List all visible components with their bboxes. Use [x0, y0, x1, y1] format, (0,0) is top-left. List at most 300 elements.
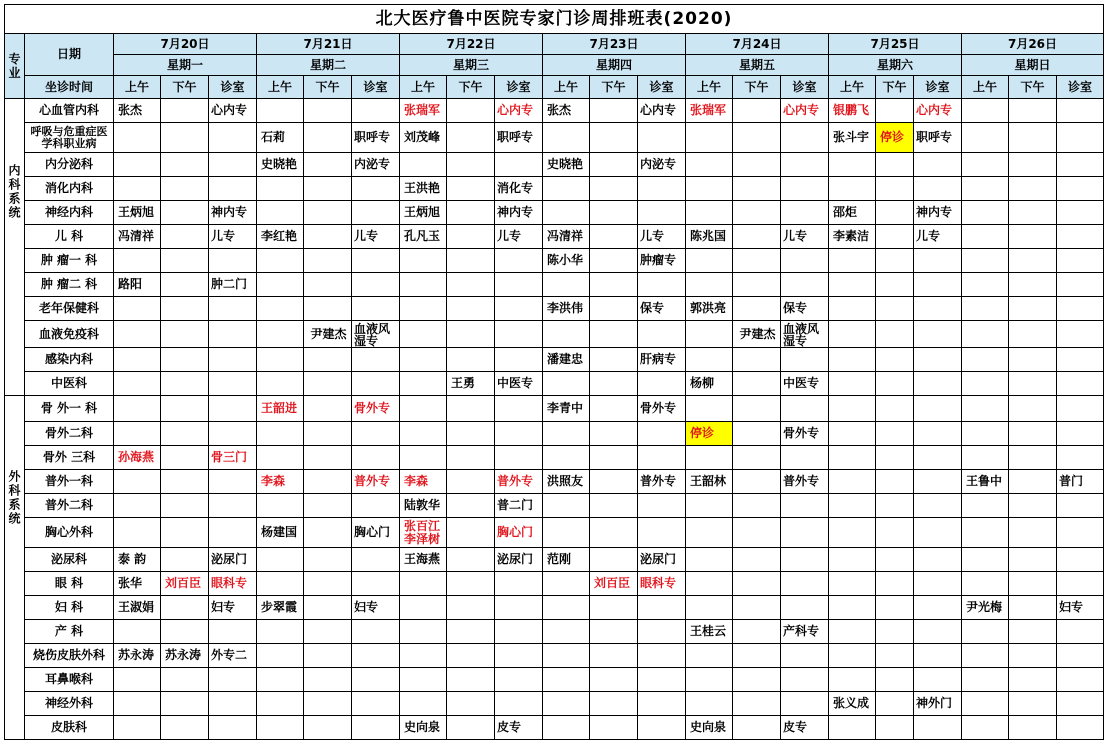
morning-cell [962, 153, 1009, 177]
morning-cell [686, 518, 733, 548]
afternoon-cell [733, 620, 781, 644]
room-cell [495, 396, 543, 422]
afternoon-cell [876, 572, 914, 596]
morning-cell: 冯清祥 [114, 225, 161, 249]
date-cell: 7月26日 [962, 34, 1104, 55]
afternoon-cell [161, 716, 209, 740]
dept-label: 泌尿科 [25, 548, 114, 572]
morning-cell: 李素洁 [829, 225, 876, 249]
morning-cell: 泰 韵 [114, 548, 161, 572]
slot-room: 诊室 [781, 76, 829, 99]
table-row [5, 620, 1104, 644]
dept-label: 普外二科 [25, 494, 114, 518]
room-cell [352, 348, 400, 372]
room-cell [781, 692, 829, 716]
morning-cell [686, 644, 733, 668]
afternoon-cell [733, 201, 781, 225]
afternoon-cell [876, 548, 914, 572]
morning-cell: 张华 [114, 572, 161, 596]
morning-cell [257, 348, 304, 372]
morning-cell [829, 177, 876, 201]
dept-label: 中医科 [25, 372, 114, 396]
afternoon-cell [733, 548, 781, 572]
room-cell [352, 177, 400, 201]
morning-cell [829, 572, 876, 596]
morning-cell [257, 273, 304, 297]
room-cell: 眼科专 [638, 572, 686, 596]
room-cell [638, 518, 686, 548]
morning-cell: 苏永涛 [114, 644, 161, 668]
morning-cell [114, 668, 161, 692]
afternoon-cell [447, 153, 495, 177]
afternoon-cell: 尹建杰 [733, 321, 781, 348]
afternoon-cell [161, 518, 209, 548]
morning-cell [962, 668, 1009, 692]
afternoon-cell [304, 446, 352, 470]
afternoon-cell [161, 548, 209, 572]
afternoon-cell [876, 249, 914, 273]
dept-label: 眼 科 [25, 572, 114, 596]
morning-cell: 冯清祥 [543, 225, 590, 249]
afternoon-cell [304, 297, 352, 321]
morning-cell [962, 297, 1009, 321]
afternoon-cell [447, 668, 495, 692]
morning-cell [400, 348, 447, 372]
room-cell: 心内专 [495, 99, 543, 123]
afternoon-cell [590, 548, 638, 572]
table-row [5, 494, 1104, 518]
morning-cell [543, 572, 590, 596]
morning-cell [962, 644, 1009, 668]
morning-cell [543, 596, 590, 620]
room-cell [352, 716, 400, 740]
table-row [5, 518, 1104, 548]
afternoon-cell [876, 716, 914, 740]
category-surgery: 外科系统 [5, 396, 25, 740]
morning-cell [114, 372, 161, 396]
afternoon-cell [1009, 99, 1057, 123]
slot-room: 诊室 [638, 76, 686, 99]
afternoon-cell [447, 273, 495, 297]
afternoon-cell [590, 99, 638, 123]
room-cell [209, 153, 257, 177]
morning-cell [543, 372, 590, 396]
table-row [5, 321, 1104, 348]
room-cell: 普门 [1057, 470, 1104, 494]
room-cell [1057, 396, 1104, 422]
afternoon-cell [304, 249, 352, 273]
morning-cell: 陆敦华 [400, 494, 447, 518]
room-cell: 骨外专 [781, 422, 829, 446]
morning-cell: 刘茂峰 [400, 123, 447, 153]
room-cell [352, 249, 400, 273]
specialty-header: 专业 [5, 34, 25, 99]
afternoon-cell [733, 348, 781, 372]
morning-cell: 张杰 [114, 99, 161, 123]
morning-cell [257, 548, 304, 572]
room-cell: 骨外专 [638, 396, 686, 422]
morning-cell [114, 249, 161, 273]
afternoon-cell [1009, 620, 1057, 644]
afternoon-cell [733, 572, 781, 596]
morning-cell: 陈兆国 [686, 225, 733, 249]
morning-cell [400, 422, 447, 446]
afternoon-cell [733, 596, 781, 620]
room-cell: 内泌专 [638, 153, 686, 177]
morning-cell [962, 396, 1009, 422]
dept-label: 胸心外科 [25, 518, 114, 548]
morning-cell [257, 620, 304, 644]
room-cell: 儿专 [209, 225, 257, 249]
room-cell [209, 692, 257, 716]
afternoon-cell [590, 596, 638, 620]
afternoon-cell [447, 518, 495, 548]
room-cell [1057, 99, 1104, 123]
afternoon-cell [876, 494, 914, 518]
room-cell [638, 177, 686, 201]
room-cell: 骨三门 [209, 446, 257, 470]
morning-cell [543, 518, 590, 548]
afternoon-cell [590, 446, 638, 470]
morning-cell [114, 177, 161, 201]
room-cell: 儿专 [781, 225, 829, 249]
afternoon-cell [876, 518, 914, 548]
room-cell [495, 273, 543, 297]
afternoon-cell [1009, 548, 1057, 572]
morning-cell: 路阳 [114, 273, 161, 297]
afternoon-cell [733, 644, 781, 668]
morning-cell [962, 716, 1009, 740]
afternoon-cell [590, 620, 638, 644]
afternoon-cell [876, 201, 914, 225]
afternoon-cell [590, 518, 638, 548]
afternoon-cell [161, 225, 209, 249]
morning-cell: 王淑娟 [114, 596, 161, 620]
room-cell [914, 249, 962, 273]
afternoon-cell [161, 372, 209, 396]
afternoon-cell [590, 372, 638, 396]
afternoon-cell [1009, 596, 1057, 620]
morning-cell [257, 321, 304, 348]
room-cell [914, 644, 962, 668]
room-cell [352, 422, 400, 446]
room-cell [638, 123, 686, 153]
room-cell [914, 422, 962, 446]
weekday-cell: 星期三 [400, 55, 543, 76]
room-cell [209, 321, 257, 348]
morning-cell: 杨建国 [257, 518, 304, 548]
morning-cell [962, 372, 1009, 396]
morning-cell: 郭洪亮 [686, 297, 733, 321]
afternoon-cell [876, 396, 914, 422]
morning-cell [543, 620, 590, 644]
morning-cell [962, 620, 1009, 644]
afternoon-cell [447, 201, 495, 225]
morning-cell [114, 494, 161, 518]
weekday-cell: 星期六 [829, 55, 962, 76]
afternoon-cell [590, 153, 638, 177]
table-row [5, 548, 1104, 572]
afternoon-cell [876, 348, 914, 372]
table-row [5, 716, 1104, 740]
afternoon-cell [447, 225, 495, 249]
afternoon-cell: 苏永涛 [161, 644, 209, 668]
table-row [5, 249, 1104, 273]
room-cell: 普外专 [352, 470, 400, 494]
room-cell [352, 99, 400, 123]
slot-morning: 上午 [686, 76, 733, 99]
morning-cell [686, 153, 733, 177]
afternoon-cell [304, 692, 352, 716]
afternoon-cell [590, 297, 638, 321]
morning-cell: 李森 [400, 470, 447, 494]
room-cell [1057, 644, 1104, 668]
table-row [5, 422, 1104, 446]
morning-cell [543, 716, 590, 740]
afternoon-cell [304, 548, 352, 572]
room-cell [495, 249, 543, 273]
table-row [5, 297, 1104, 321]
room-cell [781, 123, 829, 153]
morning-cell [962, 201, 1009, 225]
room-cell [209, 422, 257, 446]
date-cell: 7月23日 [543, 34, 686, 55]
afternoon-cell [590, 273, 638, 297]
morning-cell [962, 273, 1009, 297]
afternoon-cell [876, 372, 914, 396]
afternoon-cell [733, 494, 781, 518]
morning-cell: 杨柳 [686, 372, 733, 396]
room-cell: 职呼专 [352, 123, 400, 153]
room-cell [1057, 153, 1104, 177]
room-cell: 儿专 [638, 225, 686, 249]
morning-cell [686, 572, 733, 596]
room-cell [495, 153, 543, 177]
morning-cell: 陈小华 [543, 249, 590, 273]
morning-cell [962, 548, 1009, 572]
morning-cell: 李青中 [543, 396, 590, 422]
afternoon-cell [733, 123, 781, 153]
morning-cell [114, 422, 161, 446]
afternoon-cell [1009, 572, 1057, 596]
dept-label: 产 科 [25, 620, 114, 644]
afternoon-cell [161, 201, 209, 225]
room-cell [209, 668, 257, 692]
morning-cell: 王洪艳 [400, 177, 447, 201]
afternoon-cell [304, 716, 352, 740]
morning-cell: 王桂云 [686, 620, 733, 644]
room-cell [914, 153, 962, 177]
room-cell [495, 297, 543, 321]
room-cell [495, 572, 543, 596]
room-cell [914, 596, 962, 620]
room-cell: 外专二 [209, 644, 257, 668]
morning-cell [829, 273, 876, 297]
afternoon-cell [161, 297, 209, 321]
morning-cell [400, 446, 447, 470]
afternoon-cell [1009, 372, 1057, 396]
afternoon-cell [1009, 348, 1057, 372]
room-cell [1057, 692, 1104, 716]
afternoon-cell [733, 249, 781, 273]
afternoon-cell [876, 596, 914, 620]
afternoon-cell [590, 716, 638, 740]
afternoon-cell [304, 153, 352, 177]
slot-morning: 上午 [114, 76, 161, 99]
room-cell [781, 348, 829, 372]
room-cell: 普二门 [495, 494, 543, 518]
date-cell: 7月22日 [400, 34, 543, 55]
afternoon-cell [304, 372, 352, 396]
afternoon-cell [590, 422, 638, 446]
room-cell [781, 249, 829, 273]
afternoon-cell [304, 396, 352, 422]
afternoon-cell [1009, 470, 1057, 494]
room-cell [352, 644, 400, 668]
room-cell [914, 321, 962, 348]
afternoon-cell [304, 494, 352, 518]
morning-cell [543, 201, 590, 225]
afternoon-cell [447, 644, 495, 668]
room-cell [914, 177, 962, 201]
dept-label: 心血管内科 [25, 99, 114, 123]
room-cell [1057, 572, 1104, 596]
afternoon-cell [590, 249, 638, 273]
room-cell: 保专 [638, 297, 686, 321]
morning-cell [829, 518, 876, 548]
afternoon-cell [447, 692, 495, 716]
morning-cell [829, 396, 876, 422]
room-cell [781, 273, 829, 297]
room-cell [914, 396, 962, 422]
afternoon-cell [1009, 518, 1057, 548]
afternoon-cell [304, 668, 352, 692]
morning-cell: 石莉 [257, 123, 304, 153]
room-cell [638, 372, 686, 396]
room-cell: 职呼专 [495, 123, 543, 153]
afternoon-cell [590, 470, 638, 494]
afternoon-cell [733, 225, 781, 249]
morning-cell [962, 123, 1009, 153]
morning-cell [400, 572, 447, 596]
room-cell: 妇专 [352, 596, 400, 620]
table-row [5, 177, 1104, 201]
afternoon-cell [447, 494, 495, 518]
morning-cell [962, 99, 1009, 123]
room-cell [914, 273, 962, 297]
room-cell [914, 620, 962, 644]
morning-cell [962, 225, 1009, 249]
morning-cell: 尹光梅 [962, 596, 1009, 620]
afternoon-cell [1009, 201, 1057, 225]
morning-cell: 李红艳 [257, 225, 304, 249]
room-cell: 肝病专 [638, 348, 686, 372]
room-cell [781, 644, 829, 668]
room-cell [914, 372, 962, 396]
afternoon-cell [447, 446, 495, 470]
room-cell: 神内专 [209, 201, 257, 225]
morning-cell [686, 596, 733, 620]
room-cell [1057, 225, 1104, 249]
morning-cell [962, 446, 1009, 470]
morning-cell [543, 321, 590, 348]
room-cell: 泌尿门 [638, 548, 686, 572]
dept-label: 内分泌科 [25, 153, 114, 177]
morning-cell [257, 668, 304, 692]
morning-cell [257, 572, 304, 596]
morning-cell: 范刚 [543, 548, 590, 572]
morning-cell: 王韶进 [257, 396, 304, 422]
afternoon-cell [590, 668, 638, 692]
room-cell [914, 518, 962, 548]
afternoon-cell [161, 446, 209, 470]
morning-cell [686, 273, 733, 297]
morning-cell [257, 177, 304, 201]
morning-cell [400, 297, 447, 321]
room-cell: 肿二门 [209, 273, 257, 297]
morning-cell [686, 321, 733, 348]
morning-cell [400, 153, 447, 177]
afternoon-cell [304, 596, 352, 620]
afternoon-cell [590, 396, 638, 422]
room-cell: 心内专 [638, 99, 686, 123]
slot-room: 诊室 [1057, 76, 1104, 99]
weekday-cell: 星期日 [962, 55, 1104, 76]
afternoon-cell [733, 396, 781, 422]
room-cell: 神外门 [914, 692, 962, 716]
room-cell [914, 446, 962, 470]
room-cell: 儿专 [352, 225, 400, 249]
room-cell [781, 153, 829, 177]
room-cell [914, 716, 962, 740]
table-row [5, 470, 1104, 494]
morning-cell [543, 273, 590, 297]
dept-label: 耳鼻喉科 [25, 668, 114, 692]
afternoon-cell [733, 692, 781, 716]
room-cell [1057, 348, 1104, 372]
afternoon-cell [1009, 446, 1057, 470]
afternoon-cell [733, 153, 781, 177]
weekday-cell: 星期一 [114, 55, 257, 76]
morning-cell: 史向泉 [400, 716, 447, 740]
room-cell: 保专 [781, 297, 829, 321]
room-cell [781, 518, 829, 548]
afternoon-cell [161, 321, 209, 348]
morning-cell [829, 372, 876, 396]
afternoon-cell [733, 297, 781, 321]
table-row [5, 273, 1104, 297]
room-cell: 肿瘤专 [638, 249, 686, 273]
afternoon-cell [304, 225, 352, 249]
dept-label: 肿 瘤二 科 [25, 273, 114, 297]
morning-cell [400, 644, 447, 668]
room-cell [638, 422, 686, 446]
morning-cell [686, 494, 733, 518]
dept-label: 呼吸与危重症医学科职业病 [25, 123, 114, 153]
room-cell [352, 572, 400, 596]
room-cell: 儿专 [914, 225, 962, 249]
morning-cell: 银鹏飞 [829, 99, 876, 123]
afternoon-cell [161, 596, 209, 620]
room-cell [1057, 668, 1104, 692]
room-cell: 中医专 [495, 372, 543, 396]
afternoon-cell [447, 396, 495, 422]
morning-cell [829, 668, 876, 692]
room-cell: 中医专 [781, 372, 829, 396]
room-cell [1057, 446, 1104, 470]
morning-cell: 王炳旭 [114, 201, 161, 225]
room-cell [781, 396, 829, 422]
